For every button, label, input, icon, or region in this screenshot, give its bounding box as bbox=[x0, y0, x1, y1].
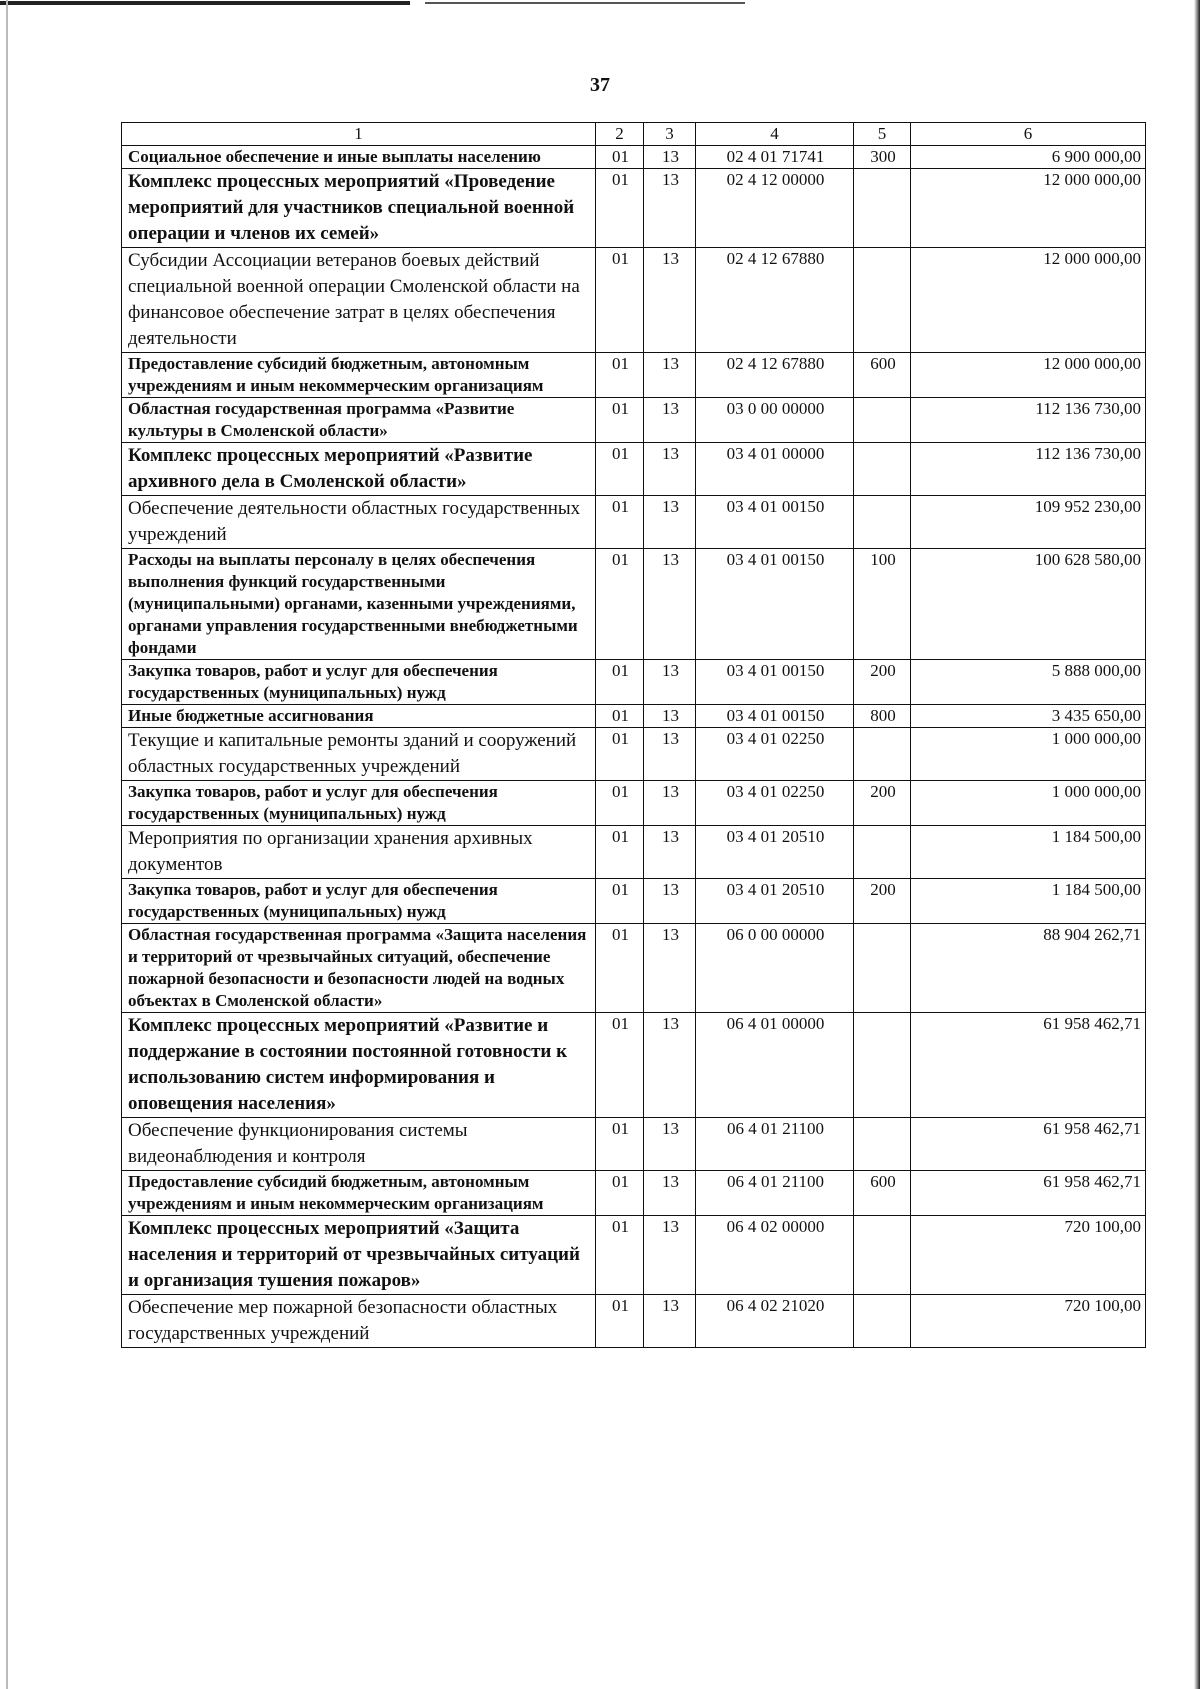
row-name-cell: Субсидии Ассоциации ветеранов боевых действий специальной военной операции Смоленской области на финансовое обеспечение затрат в целях обеспечения деятельности bbox=[122, 248, 596, 353]
row-target-code-cell: 06 4 02 00000 bbox=[696, 1216, 854, 1295]
row-name-cell: Обеспечение функционирования системы видеонаблюдения и контроля bbox=[122, 1118, 596, 1171]
row-target-code-cell: 02 4 12 00000 bbox=[696, 169, 854, 248]
table-row bbox=[122, 1013, 1146, 1118]
table-row bbox=[122, 443, 1146, 496]
row-section-cell: 01 bbox=[596, 1171, 644, 1216]
row-name-cell: Обеспечение деятельности областных государственных учреждений bbox=[122, 496, 596, 549]
row-subsection-cell: 13 bbox=[644, 146, 696, 169]
row-subsection-cell: 13 bbox=[644, 1295, 696, 1348]
row-name-cell: Мероприятия по организации хранения архивных документов bbox=[122, 826, 596, 879]
row-expense-type-cell bbox=[854, 1216, 911, 1295]
header-row bbox=[122, 123, 1146, 146]
row-amount-cell: 1 184 500,00 bbox=[911, 879, 1146, 924]
row-section-cell: 01 bbox=[596, 496, 644, 549]
row-section-cell: 01 bbox=[596, 1216, 644, 1295]
row-section-cell: 01 bbox=[596, 146, 644, 169]
row-section-cell: 01 bbox=[596, 781, 644, 826]
row-subsection-cell: 13 bbox=[644, 1118, 696, 1171]
table-row bbox=[122, 660, 1146, 705]
table-row bbox=[122, 1295, 1146, 1348]
row-section-cell: 01 bbox=[596, 1295, 644, 1348]
row-section-cell: 01 bbox=[596, 353, 644, 398]
row-expense-type-cell: 200 bbox=[854, 781, 911, 826]
row-expense-type-cell bbox=[854, 496, 911, 549]
row-target-code-cell: 02 4 12 67880 bbox=[696, 353, 854, 398]
row-section-cell: 01 bbox=[596, 826, 644, 879]
scan-edge-right bbox=[1194, 0, 1200, 1689]
row-amount-cell: 112 136 730,00 bbox=[911, 398, 1146, 443]
row-subsection-cell: 13 bbox=[644, 169, 696, 248]
row-name-cell: Предоставление субсидий бюджетным, автономным учреждениям и иным некоммерческим организациям bbox=[122, 353, 596, 398]
row-section-cell: 01 bbox=[596, 728, 644, 781]
row-expense-type-cell bbox=[854, 248, 911, 353]
row-amount-cell: 720 100,00 bbox=[911, 1216, 1146, 1295]
row-amount-cell: 12 000 000,00 bbox=[911, 353, 1146, 398]
row-name-cell: Закупка товаров, работ и услуг для обеспечения государственных (муниципальных) нужд bbox=[122, 879, 596, 924]
row-expense-type-cell bbox=[854, 443, 911, 496]
row-amount-cell: 88 904 262,71 bbox=[911, 924, 1146, 1013]
row-target-code-cell: 03 0 00 00000 bbox=[696, 398, 854, 443]
col-header-6: 6 bbox=[911, 123, 1146, 146]
row-name-cell: Закупка товаров, работ и услуг для обеспечения государственных (муниципальных) нужд bbox=[122, 660, 596, 705]
row-name-cell: Закупка товаров, работ и услуг для обеспечения государственных (муниципальных) нужд bbox=[122, 781, 596, 826]
row-expense-type-cell bbox=[854, 1013, 911, 1118]
row-target-code-cell: 03 4 01 02250 bbox=[696, 728, 854, 781]
row-subsection-cell: 13 bbox=[644, 398, 696, 443]
row-section-cell: 01 bbox=[596, 1118, 644, 1171]
row-target-code-cell: 03 4 01 00150 bbox=[696, 549, 854, 660]
row-expense-type-cell bbox=[854, 398, 911, 443]
row-amount-cell: 112 136 730,00 bbox=[911, 443, 1146, 496]
row-name-cell: Областная государственная программа «Защита населения и территорий от чрезвычайных ситуаций, обеспечение пожарной безопасности и безопасности людей на водных объектах в Смоленской области» bbox=[122, 924, 596, 1013]
row-target-code-cell: 03 4 01 20510 bbox=[696, 826, 854, 879]
row-subsection-cell: 13 bbox=[644, 924, 696, 1013]
row-target-code-cell: 06 4 02 21020 bbox=[696, 1295, 854, 1348]
row-target-code-cell: 06 0 00 00000 bbox=[696, 924, 854, 1013]
row-amount-cell: 1 184 500,00 bbox=[911, 826, 1146, 879]
col-header-5: 5 bbox=[854, 123, 911, 146]
row-subsection-cell: 13 bbox=[644, 705, 696, 728]
row-expense-type-cell: 300 bbox=[854, 146, 911, 169]
table-row bbox=[122, 496, 1146, 549]
row-subsection-cell: 13 bbox=[644, 1171, 696, 1216]
table-row bbox=[122, 1216, 1146, 1295]
table-row bbox=[122, 924, 1146, 1013]
row-name-cell: Обеспечение мер пожарной безопасности областных государственных учреждений bbox=[122, 1295, 596, 1348]
page-number: 37 bbox=[590, 74, 610, 96]
row-section-cell: 01 bbox=[596, 924, 644, 1013]
row-section-cell: 01 bbox=[596, 248, 644, 353]
row-subsection-cell: 13 bbox=[644, 1013, 696, 1118]
row-name-cell: Социальное обеспечение и иные выплаты населению bbox=[122, 146, 596, 169]
row-amount-cell: 3 435 650,00 bbox=[911, 705, 1146, 728]
row-amount-cell: 1 000 000,00 bbox=[911, 781, 1146, 826]
col-header-4: 4 bbox=[696, 123, 854, 146]
row-expense-type-cell bbox=[854, 1295, 911, 1348]
row-target-code-cell: 03 4 01 20510 bbox=[696, 879, 854, 924]
row-expense-type-cell: 100 bbox=[854, 549, 911, 660]
row-subsection-cell: 13 bbox=[644, 443, 696, 496]
table-row bbox=[122, 1118, 1146, 1171]
scan-edge-left bbox=[6, 0, 8, 1689]
table-row bbox=[122, 248, 1146, 353]
row-expense-type-cell: 800 bbox=[854, 705, 911, 728]
row-expense-type-cell: 200 bbox=[854, 660, 911, 705]
row-subsection-cell: 13 bbox=[644, 728, 696, 781]
row-name-cell: Текущие и капитальные ремонты зданий и сооружений областных государственных учреждений bbox=[122, 728, 596, 781]
row-target-code-cell: 02 4 12 67880 bbox=[696, 248, 854, 353]
table-row bbox=[122, 781, 1146, 826]
row-section-cell: 01 bbox=[596, 879, 644, 924]
row-amount-cell: 12 000 000,00 bbox=[911, 169, 1146, 248]
row-subsection-cell: 13 bbox=[644, 496, 696, 549]
row-subsection-cell: 13 bbox=[644, 248, 696, 353]
row-expense-type-cell: 200 bbox=[854, 879, 911, 924]
table-row bbox=[122, 169, 1146, 248]
row-target-code-cell: 03 4 01 00150 bbox=[696, 705, 854, 728]
table-row bbox=[122, 826, 1146, 879]
table-row bbox=[122, 398, 1146, 443]
row-target-code-cell: 03 4 01 00000 bbox=[696, 443, 854, 496]
row-expense-type-cell bbox=[854, 924, 911, 1013]
row-subsection-cell: 13 bbox=[644, 826, 696, 879]
row-section-cell: 01 bbox=[596, 1013, 644, 1118]
row-target-code-cell: 03 4 01 02250 bbox=[696, 781, 854, 826]
row-section-cell: 01 bbox=[596, 169, 644, 248]
row-target-code-cell: 06 4 01 21100 bbox=[696, 1118, 854, 1171]
row-name-cell: Комплекс процессных мероприятий «Развитие и поддержание в состоянии постоянной готовности к использованию систем информирования и оповещения населения» bbox=[122, 1013, 596, 1118]
table-row bbox=[122, 549, 1146, 660]
row-target-code-cell: 02 4 01 71741 bbox=[696, 146, 854, 169]
row-expense-type-cell bbox=[854, 169, 911, 248]
row-subsection-cell: 13 bbox=[644, 549, 696, 660]
scan-edge-top bbox=[0, 0, 760, 6]
row-name-cell: Расходы на выплаты персоналу в целях обеспечения выполнения функций государственными (муниципальными) органами, казенными учреждениями, органами управления государственными внебюджетными фондами bbox=[122, 549, 596, 660]
row-name-cell: Комплекс процессных мероприятий «Развитие архивного дела в Смоленской области» bbox=[122, 443, 596, 496]
row-amount-cell: 5 888 000,00 bbox=[911, 660, 1146, 705]
row-subsection-cell: 13 bbox=[644, 353, 696, 398]
table-row bbox=[122, 146, 1146, 169]
row-subsection-cell: 13 bbox=[644, 781, 696, 826]
col-header-1: 1 bbox=[122, 123, 596, 146]
table-row bbox=[122, 879, 1146, 924]
row-section-cell: 01 bbox=[596, 398, 644, 443]
row-amount-cell: 61 958 462,71 bbox=[911, 1013, 1146, 1118]
row-target-code-cell: 03 4 01 00150 bbox=[696, 660, 854, 705]
row-amount-cell: 720 100,00 bbox=[911, 1295, 1146, 1348]
row-amount-cell: 61 958 462,71 bbox=[911, 1171, 1146, 1216]
row-target-code-cell: 03 4 01 00150 bbox=[696, 496, 854, 549]
row-target-code-cell: 06 4 01 21100 bbox=[696, 1171, 854, 1216]
row-subsection-cell: 13 bbox=[644, 1216, 696, 1295]
row-name-cell: Иные бюджетные ассигнования bbox=[122, 705, 596, 728]
row-section-cell: 01 bbox=[596, 443, 644, 496]
row-section-cell: 01 bbox=[596, 705, 644, 728]
table-row bbox=[122, 705, 1146, 728]
row-amount-cell: 12 000 000,00 bbox=[911, 248, 1146, 353]
row-amount-cell: 109 952 230,00 bbox=[911, 496, 1146, 549]
col-header-2: 2 bbox=[596, 123, 644, 146]
col-header-3: 3 bbox=[644, 123, 696, 146]
row-amount-cell: 1 000 000,00 bbox=[911, 728, 1146, 781]
row-section-cell: 01 bbox=[596, 549, 644, 660]
row-name-cell: Комплекс процессных мероприятий «Проведение мероприятий для участников специальной военной операции и членов их семей» bbox=[122, 169, 596, 248]
row-section-cell: 01 bbox=[596, 660, 644, 705]
row-amount-cell: 61 958 462,71 bbox=[911, 1118, 1146, 1171]
row-amount-cell: 100 628 580,00 bbox=[911, 549, 1146, 660]
row-name-cell: Комплекс процессных мероприятий «Защита населения и территорий от чрезвычайных ситуаций и организация тушения пожаров» bbox=[122, 1216, 596, 1295]
row-target-code-cell: 06 4 01 00000 bbox=[696, 1013, 854, 1118]
table-row bbox=[122, 1171, 1146, 1216]
row-expense-type-cell bbox=[854, 728, 911, 781]
row-amount-cell: 6 900 000,00 bbox=[911, 146, 1146, 169]
row-expense-type-cell: 600 bbox=[854, 1171, 911, 1216]
budget-table bbox=[121, 122, 1146, 1348]
row-name-cell: Предоставление субсидий бюджетным, автономным учреждениям и иным некоммерческим организациям bbox=[122, 1171, 596, 1216]
table-row bbox=[122, 353, 1146, 398]
row-subsection-cell: 13 bbox=[644, 879, 696, 924]
row-expense-type-cell: 600 bbox=[854, 353, 911, 398]
row-expense-type-cell bbox=[854, 826, 911, 879]
row-subsection-cell: 13 bbox=[644, 660, 696, 705]
row-name-cell: Областная государственная программа «Развитие культуры в Смоленской области» bbox=[122, 398, 596, 443]
table-row bbox=[122, 728, 1146, 781]
row-expense-type-cell bbox=[854, 1118, 911, 1171]
